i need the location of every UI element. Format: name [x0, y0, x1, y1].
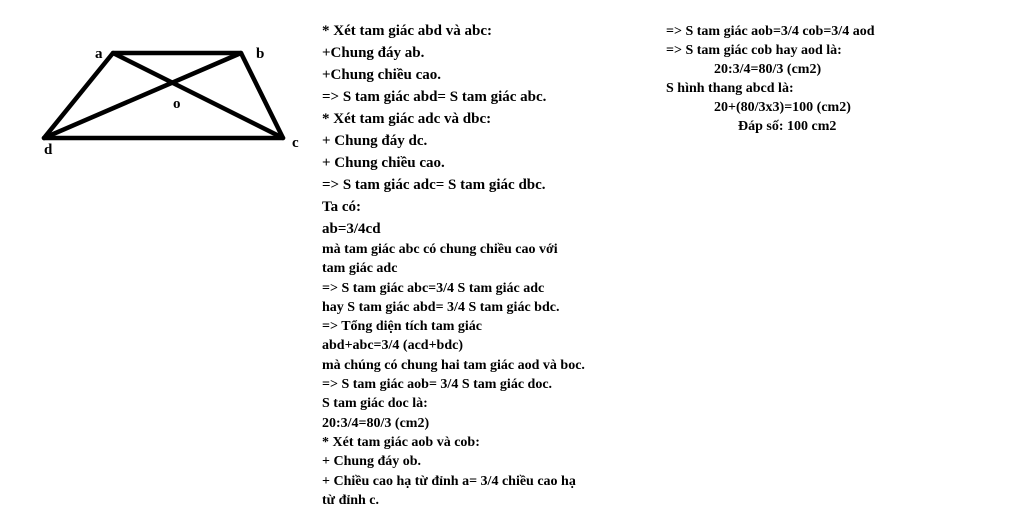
vertex-label-o: o [173, 96, 181, 112]
solution-line: từ đỉnh c. [322, 492, 380, 508]
solution-line: => S tam giác cob hay aod là: [666, 43, 842, 58]
answer-line: Đáp số: 100 cm2 [738, 119, 837, 134]
solution-line: tam giác adc [322, 261, 398, 277]
solution-line: +Chung chiều cao. [322, 67, 441, 83]
solution-line: => S tam giác abc=3/4 S tam giác adc [322, 280, 545, 296]
solution-line: => Tổng diện tích tam giác [322, 319, 482, 335]
trapezoid-outline [44, 53, 283, 138]
solution-line: ab=3/4cd [322, 221, 381, 237]
solution-line: + Chiều cao hạ từ đỉnh a= 3/4 chiều cao hạ [322, 473, 576, 489]
solution-line: => S tam giác aob= 3/4 S tam giác doc. [322, 377, 553, 393]
solution-line: + Chung đáy ob. [322, 454, 422, 470]
solution-line: 20:3/4=80/3 (cm2) [322, 415, 430, 431]
solution-line: hay S tam giác abd= 3/4 S tam giác bdc. [322, 299, 560, 315]
solution-line: 20+(80/3x3)=100 (cm2) [714, 100, 851, 115]
solution-line: * Xét tam giác abd và abc: [322, 23, 492, 39]
solution-line: mà tam giác abc có chung chiều cao với [322, 242, 558, 257]
solution-right-column [666, 22, 926, 136]
solution-line: => S tam giác aob=3/4 cob=3/4 aod [666, 24, 875, 39]
solution-line: + Chung đáy dc. [322, 133, 428, 149]
vertex-label-b: b [256, 46, 265, 62]
vertex-label-d: d [44, 142, 53, 158]
solution-line: abd+abc=3/4 (acd+bdc) [322, 338, 464, 354]
solution-line: => S tam giác abd= S tam giác abc. [322, 89, 547, 105]
solution-line: 20:3/4=80/3 (cm2) [714, 62, 822, 77]
solution-line: Ta có: [322, 199, 362, 215]
solution-line: + Chung chiều cao. [322, 155, 445, 171]
solution-line: * Xét tam giác adc và dbc: [322, 111, 492, 127]
solution-line: * Xét tam giác aob và cob: [322, 434, 480, 450]
solution-line: => S tam giác adc= S tam giác dbc. [322, 177, 546, 193]
solution-left-column [322, 20, 622, 510]
solution-line: +Chung đáy ab. [322, 45, 425, 61]
vertex-label-a: a [95, 46, 103, 62]
trapezoid-figure [0, 0, 320, 170]
solution-line: S tam giác doc là: [322, 396, 428, 412]
vertex-label-c: c [292, 135, 299, 151]
solution-line: S hình thang abcd là: [666, 81, 794, 96]
solution-line: mà chúng có chung hai tam giác aod và boc. [322, 357, 585, 373]
